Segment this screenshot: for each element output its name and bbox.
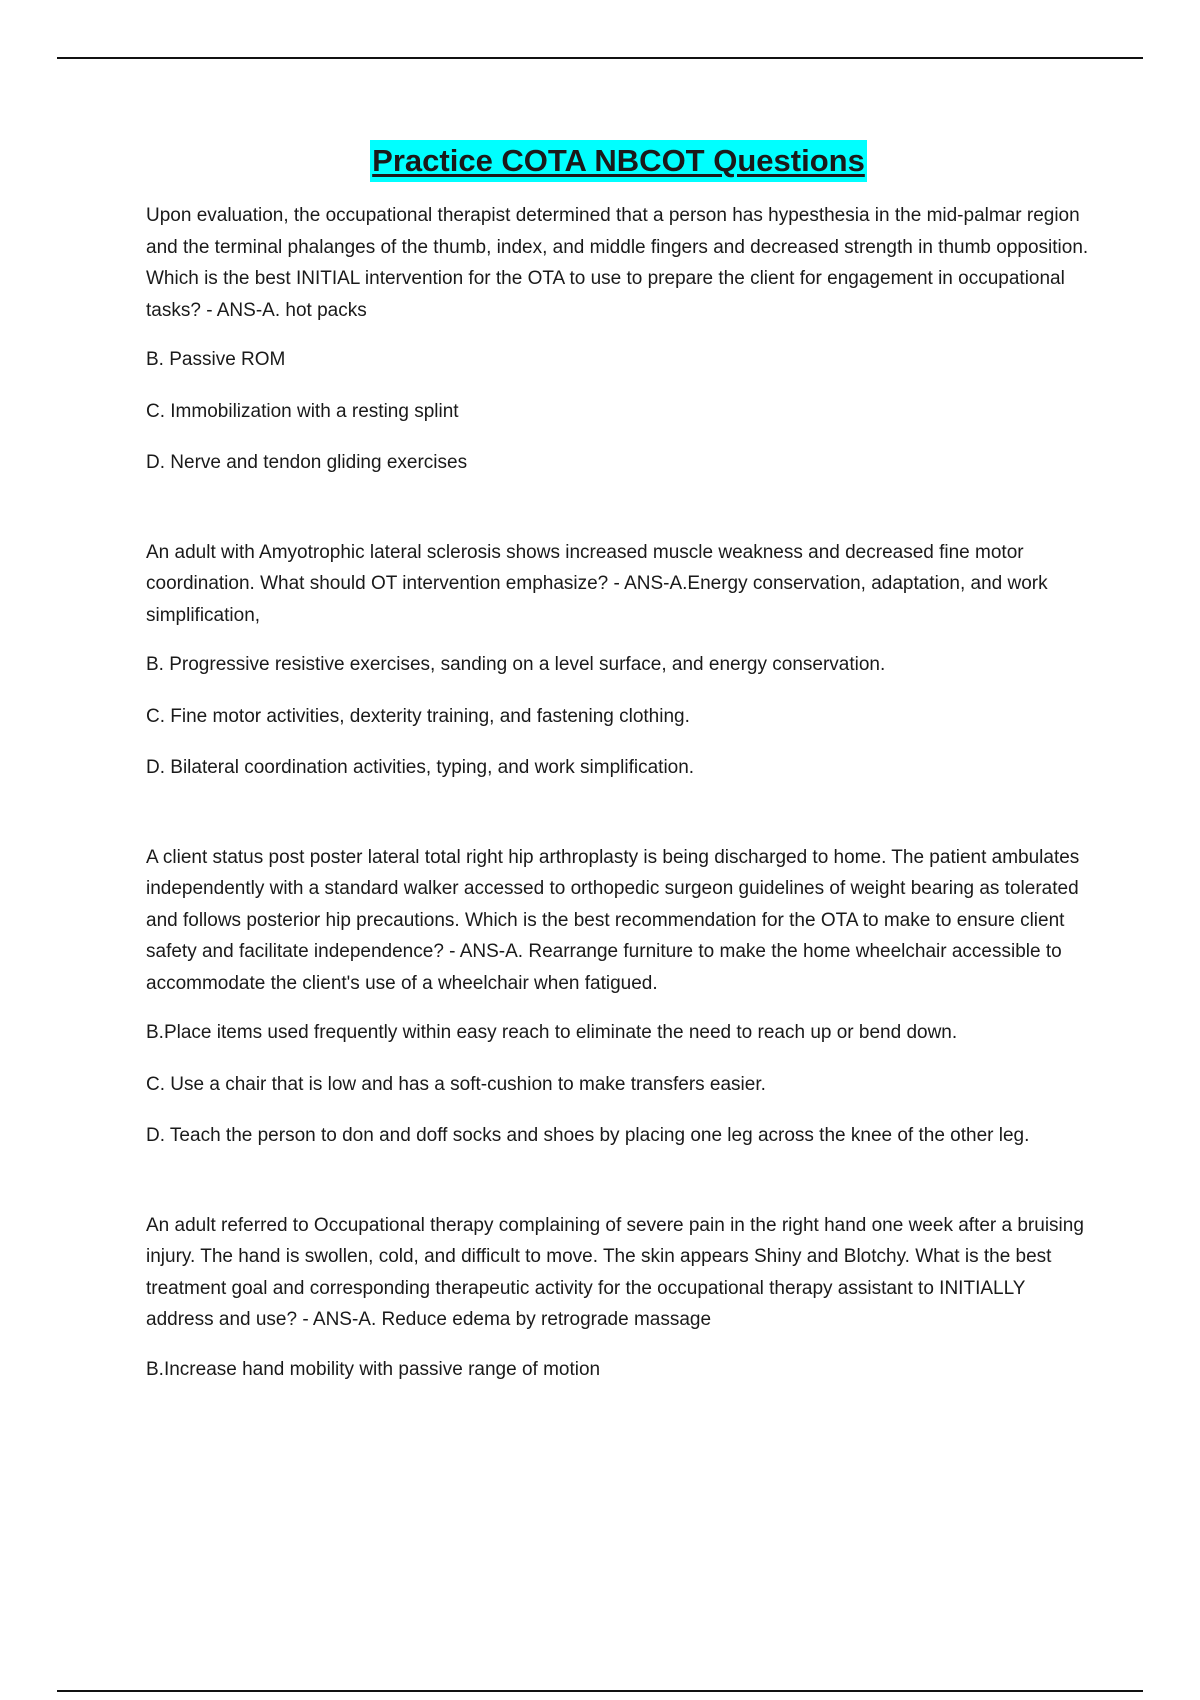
title-wrapper [146,140,1091,182]
answer-option: B.Place items used frequently within easy reach to eliminate the need to reach up or bend down. [146,1022,958,1043]
answer-option: D. Bilateral coordination activities, typing, and work simplification. [146,757,695,778]
question-stem: An adult with Amyotrophic lateral sclerosis shows increased muscle weakness and decreased fine motor coordination. What should OT intervention emphasize? - ANS-A.Energy conservation, adaptation, and work simplification, [146,541,1048,626]
header-rule [57,57,1143,59]
answer-option: C. Immobilization with a resting splint [146,400,459,422]
answer-option: B.Increase hand mobility with passive range of motion [146,1358,601,1380]
answer-option: C. Fine motor activities, dexterity training, and fastening clothing. [146,705,690,727]
document-body [146,140,1091,1385]
answer-option: D. Nerve and tendon gliding exercises [146,452,468,473]
answer-option: D. Teach the person to don and doff socks and shoes by placing one leg across the knee of the other leg. [146,1125,1030,1146]
question-stem: A client status post poster lateral total right hip arthroplasty is being discharged to home. The patient ambulates independently with a standard walker accessed to orthopedic surgeon guidelines of weight bearing as tolerated and follows posterior hip precautions. Which is the best recommendation for the OTA to make to ensure client safety and facilitate independence? - ANS-A. Rearrange furniture to make the home wheelchair accessible to accommodate the client's use of a wheelchair when fatigued. [146,846,1080,994]
answer-option: B. Passive ROM [146,349,286,370]
answer-option: C. Use a chair that is low and has a soft-cushion to make transfers easier. [146,1073,766,1095]
answer-option: B. Progressive resistive exercises, sanding on a level surface, and energy conservation. [146,654,886,675]
footer-rule [57,1690,1143,1692]
question-4 [146,1210,1091,1386]
document-title: Practice COTA NBCOT Questions [370,140,867,182]
question-1 [146,200,1091,479]
question-stem: An adult referred to Occupational therapy complaining of severe pain in the right hand one week after a bruising injury. The hand is swollen, cold, and difficult to move. The skin appears Shiny and Blotchy. What is the best treatment goal and corresponding therapeutic activity for the occupational therapy assistant to INITIALLY address and use? - ANS-A. Reduce edema by retrograde massage [146,1214,1084,1330]
question-3 [146,842,1091,1152]
question-2 [146,537,1091,784]
question-stem: Upon evaluation, the occupational therapist determined that a person has hypesthesia in the mid-palmar region and the terminal phalanges of the thumb, index, and middle fingers and decreased strength in thumb opposition. Which is the best INITIAL intervention for the OTA to use to prepare the client for engagement in occupational tasks? - ANS-A. hot packs [146,205,1089,321]
